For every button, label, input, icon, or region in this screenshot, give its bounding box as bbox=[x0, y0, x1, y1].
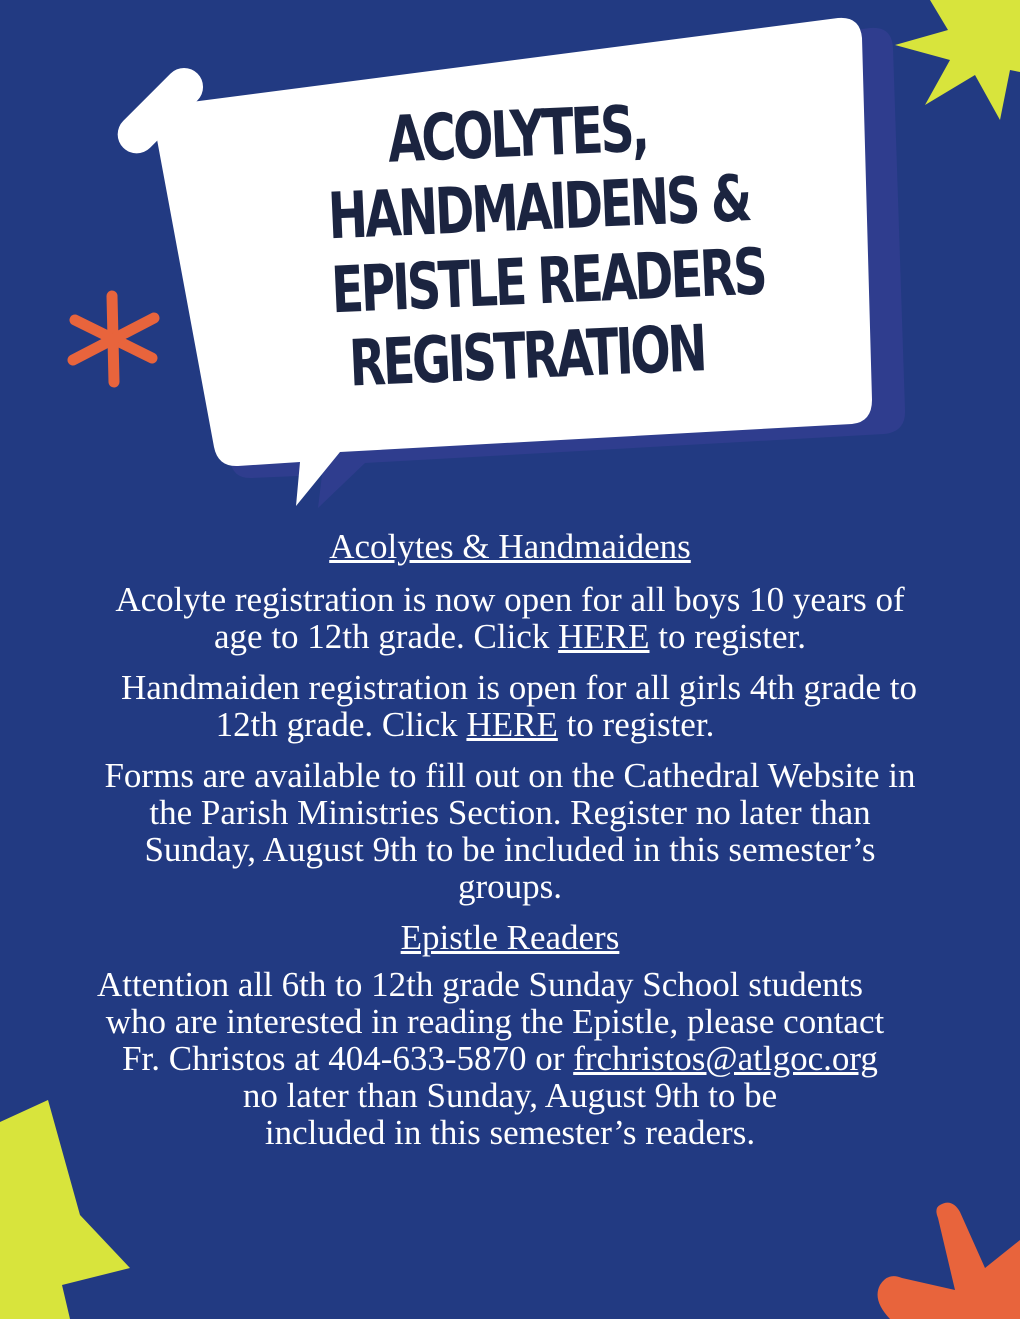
section-heading-acolytes-handmaidens: Acolytes & Handmaidens bbox=[329, 527, 691, 566]
forms-line-2: the Parish Ministries Section. Register no later than bbox=[149, 793, 871, 832]
acolyte-line-2 bbox=[20, 618, 1000, 655]
flyer-title bbox=[256, 87, 788, 405]
epistle-line-3 bbox=[20, 1040, 1000, 1077]
orange-starburst-bottom-right-shape bbox=[878, 1203, 1020, 1319]
forms-line-4: groups. bbox=[457, 867, 563, 906]
orange-asterisk-icon bbox=[73, 296, 154, 382]
title-line-2: HANDMAIDENS & bbox=[326, 162, 751, 255]
handmaiden-register-link[interactable]: HERE bbox=[466, 705, 558, 744]
acolyte-line-1: Acolyte registration is now open for all boys 10 years of bbox=[115, 580, 905, 619]
section-heading-epistle-readers: Epistle Readers bbox=[400, 918, 620, 957]
acolyte-line-2-end: to register. bbox=[649, 617, 806, 656]
handmaiden-paragraph bbox=[20, 669, 1000, 743]
acolyte-register-link[interactable]: HERE bbox=[558, 617, 650, 656]
epistle-line-5: included in this semester’s readers. bbox=[264, 1113, 756, 1152]
title-line-3: EPISTLE READERS bbox=[329, 235, 767, 329]
epistle-line-1: Attention all 6th to 12th grade Sunday School students bbox=[96, 965, 864, 1004]
epistle-line-4: no later than Sunday, August 9th to be bbox=[242, 1076, 778, 1115]
handmaiden-line-2-end: to register. bbox=[557, 705, 715, 744]
title-line-4: REGISTRATION bbox=[347, 312, 707, 402]
handmaiden-line-1: Handmaiden registration is open for all girls 4th grade to bbox=[120, 668, 918, 707]
epistle-paragraph bbox=[20, 966, 1000, 1151]
forms-paragraph bbox=[20, 757, 1000, 905]
flyer-body bbox=[20, 528, 1000, 1151]
acolyte-paragraph bbox=[20, 581, 1000, 655]
handmaiden-line-2-text: 12th grade. Click bbox=[215, 705, 467, 744]
email-link[interactable]: frchristos@atlgoc.org bbox=[573, 1039, 878, 1078]
title-line-1: ACOLYTES, bbox=[386, 92, 649, 178]
forms-line-3: Sunday, August 9th to be included in this semester’s bbox=[144, 830, 876, 869]
epistle-line-2: who are interested in reading the Epistle, please contact bbox=[105, 1002, 885, 1041]
acolyte-line-2-text: age to 12th grade. Click bbox=[214, 617, 559, 656]
epistle-line-3-text: Fr. Christos at 404-633-5870 or bbox=[122, 1039, 574, 1078]
handmaiden-line-2 bbox=[20, 706, 1000, 743]
forms-line-1: Forms are available to fill out on the Cathedral Website in bbox=[104, 756, 916, 795]
yellow-star-top-right-shape bbox=[895, 0, 1020, 120]
